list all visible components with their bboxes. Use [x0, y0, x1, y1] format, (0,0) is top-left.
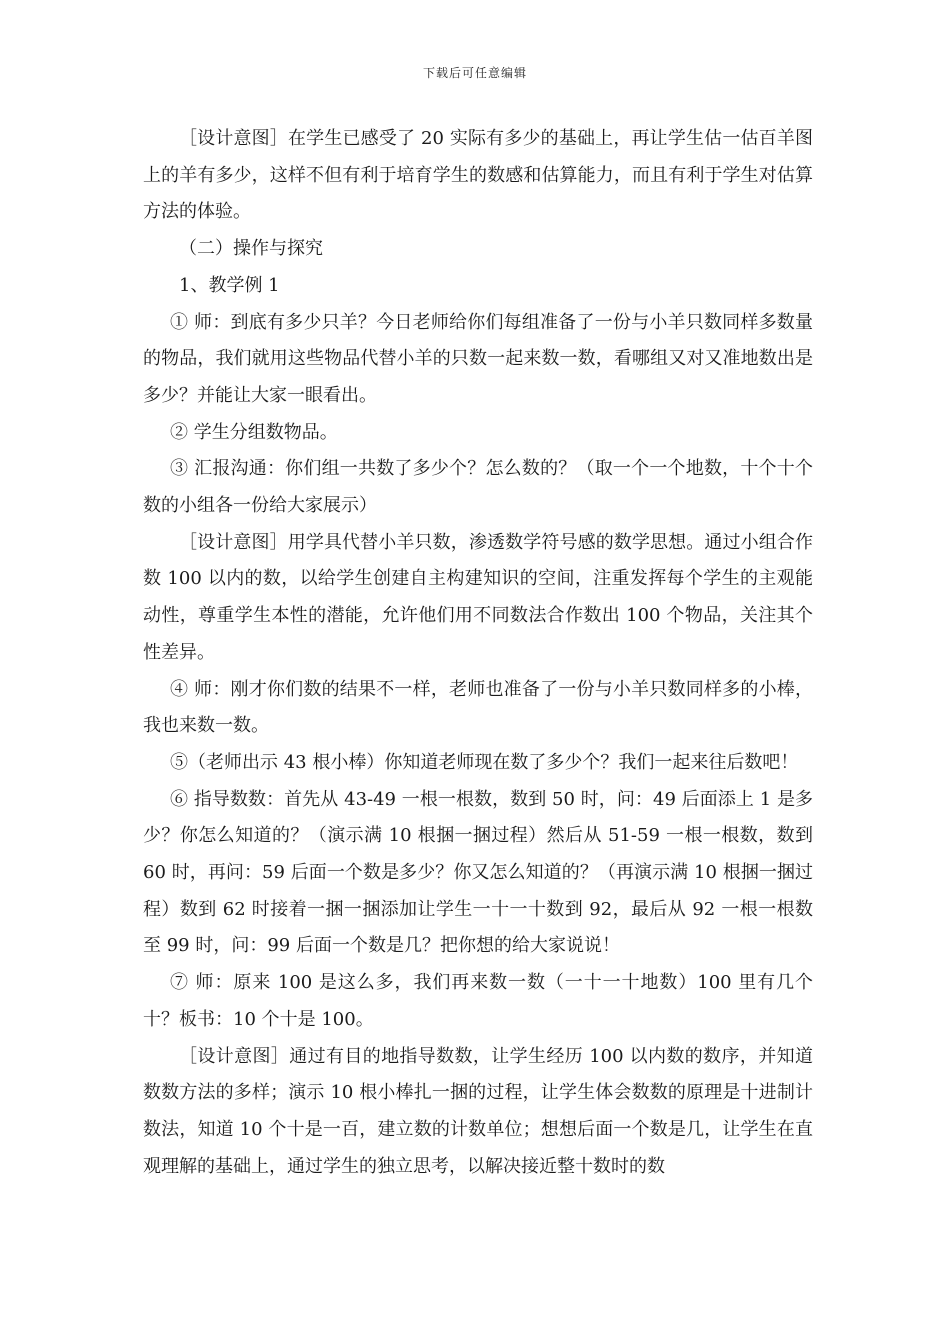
design-intent-paragraph-3: ［设计意图］通过有目的地指导数数，让学生经历 100 以内数的数序，并知道数数方法的多样；演示 10 根小棒扎一捆的过程，让学生体会数数的原理是十进制计数法，知道 10 个十是一百，建立数的计数单位；想想后面一个数是几，让学生在直观理解的基础上，通过学生的独立思考，以解决接近整十数时的数 [143, 1045, 813, 1177]
step-6-paragraph: ⑥ 指导数数：首先从 43-49 一根一根数，数到 50 时，问：49 后面添上 1 是多少？你怎么知道的？（演示满 10 根捆一捆过程）然后从 51-59 一根一根数，数到 60 时，再问：59 后面一个数是多少？你又怎么知道的？（再演示满 10 根捆一捆过程）数到 62 时接着一捆一捆添加让学生一十一十数到 92，最后从 92 一根一根数至 99 时，问：99 后面一个数是几？把你想的给大家说说！ [143, 788, 814, 957]
design-intent-paragraph-1: ［设计意图］在学生已感受了 20 实际有多少的基础上，再让学生估一估百羊图上的羊有多少，这样不但有利于培育学生的数感和估算能力，而且有利于学生对估算方法的体验。 [143, 128, 813, 223]
step-3-paragraph: ③ 汇报沟通：你们组一共数了多少个？怎么数的？（取一个一个地数，十个十个数的小组各一份给大家展示） [143, 458, 813, 517]
step-2-paragraph: ② 学生分组数物品。 [170, 421, 338, 443]
page-header: 下载后可任意编辑 [422, 66, 527, 80]
subsection-heading-example-1: 1、教学例 1 [179, 274, 280, 296]
step-5-paragraph: ⑤（老师出示 43 根小棒）你知道老师现在数了多少个？我们一起来往后数吧！ [170, 751, 799, 773]
step-4-paragraph: ④ 师：刚才你们数的结果不一样，老师也准备了一份与小羊只数同样多的小棒，我也来数一数。 [143, 678, 813, 737]
design-intent-paragraph-2: ［设计意图］用学具代替小羊只数，渗透数学符号感的数学思想。通过小组合作数 100 以内的数，以给学生创建自主构建知识的空间，注重发挥每个学生的主观能动性，尊重学生本性的潜能，允许他们用不同数法合作数出 100 个物品，关注其个性差异。 [143, 531, 813, 663]
section-heading-operation: （二）操作与探究 [179, 238, 323, 260]
step-7-paragraph: ⑦ 师：原来 100 是这么多，我们再来数一数（一十一十地数）100 里有几个十？板书：10 个十是 100。 [143, 972, 813, 1030]
step-1-paragraph: ① 师：到底有多少只羊？今日老师给你们每组准备了一份与小羊只数同样多数量的物品，我们就用这些物品代替小羊的只数一起来数一数，看哪组又对又准地数出是多少？并能让大家一眼看出。 [143, 311, 813, 406]
document-body [143, 121, 813, 1185]
